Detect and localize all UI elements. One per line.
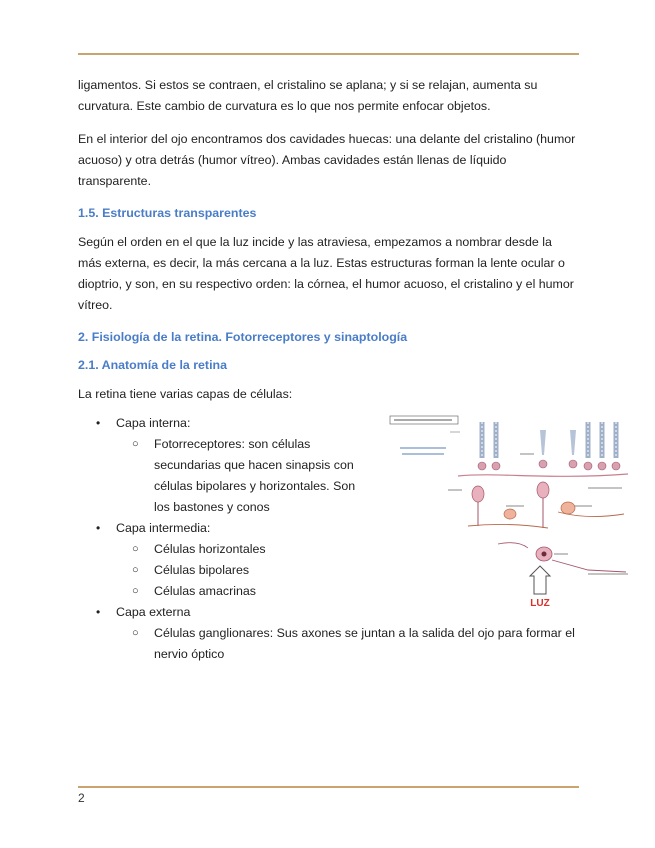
list-item-capa-intermedia: • Capa intermedia:: [78, 518, 578, 539]
retina-diagram: [388, 410, 634, 610]
header-rule: [78, 53, 579, 55]
footer-rule: [78, 786, 579, 788]
circle-bullet-icon: ○: [132, 585, 139, 597]
heading-fisiologia-retina: 2. Fisiología de la retina. Fotorreceptores y sinaptología: [78, 330, 408, 344]
heading-estructuras-transparentes: 1.5. Estructuras transparentes: [78, 206, 257, 220]
circle-bullet-icon: ○: [132, 564, 139, 576]
list-item-ganglionares: ○ Células ganglionares: Sus axones se juntan a la salida del ojo para formar el nervio óptico: [78, 623, 578, 665]
light-label: LUZ: [530, 598, 550, 609]
list-item-horizontales: ○ Células horizontales: [78, 539, 578, 560]
paragraph-capas-intro: La retina tiene varias capas de células:: [78, 387, 293, 401]
paragraph-orden-luz: Según el orden en el que la luz incide y las atraviesa, empezamos a nombrar desde la más externa, es decir, la más cercana a la luz. Estas estructuras forman la lente ocular o dioptrio, y son, en su respectivo orden: la córnea, el humor acuoso, el cristalino y el humor vítreo.: [78, 235, 574, 312]
page-number: 2: [78, 791, 85, 805]
heading-anatomia-retina: 2.1. Anatomía de la retina: [78, 358, 227, 372]
circle-bullet-icon: ○: [132, 438, 139, 450]
circle-bullet-icon: ○: [132, 627, 139, 639]
circle-bullet-icon: ○: [132, 543, 139, 555]
paragraph-ligamentos: ligamentos. Si estos se contraen, el cristalino se aplana; y si se relajan, aumenta su curvatura. Este cambio de curvatura es lo que nos permite enfocar objetos.: [78, 78, 538, 113]
list-item-capa-interna: • Capa interna:: [78, 413, 578, 434]
list-item-capa-externa: • Capa externa: [78, 602, 578, 623]
list-item-bipolares: ○ Células bipolares: [78, 560, 578, 581]
paragraph-cavidades: En el interior del ojo encontramos dos cavidades huecas: una delante del cristalino (humor acuoso) y otra detrás (humor vítreo). Ambas cavidades están llenas de líquido transparente.: [78, 132, 576, 188]
list-item-amacrinas: ○ Células amacrinas: [78, 581, 578, 602]
list-item-fotorreceptores: ○ Fotorreceptores: son células secundarias que hacen sinapsis con células bipolares y horizontales. Son los bastones y conos: [78, 434, 578, 518]
